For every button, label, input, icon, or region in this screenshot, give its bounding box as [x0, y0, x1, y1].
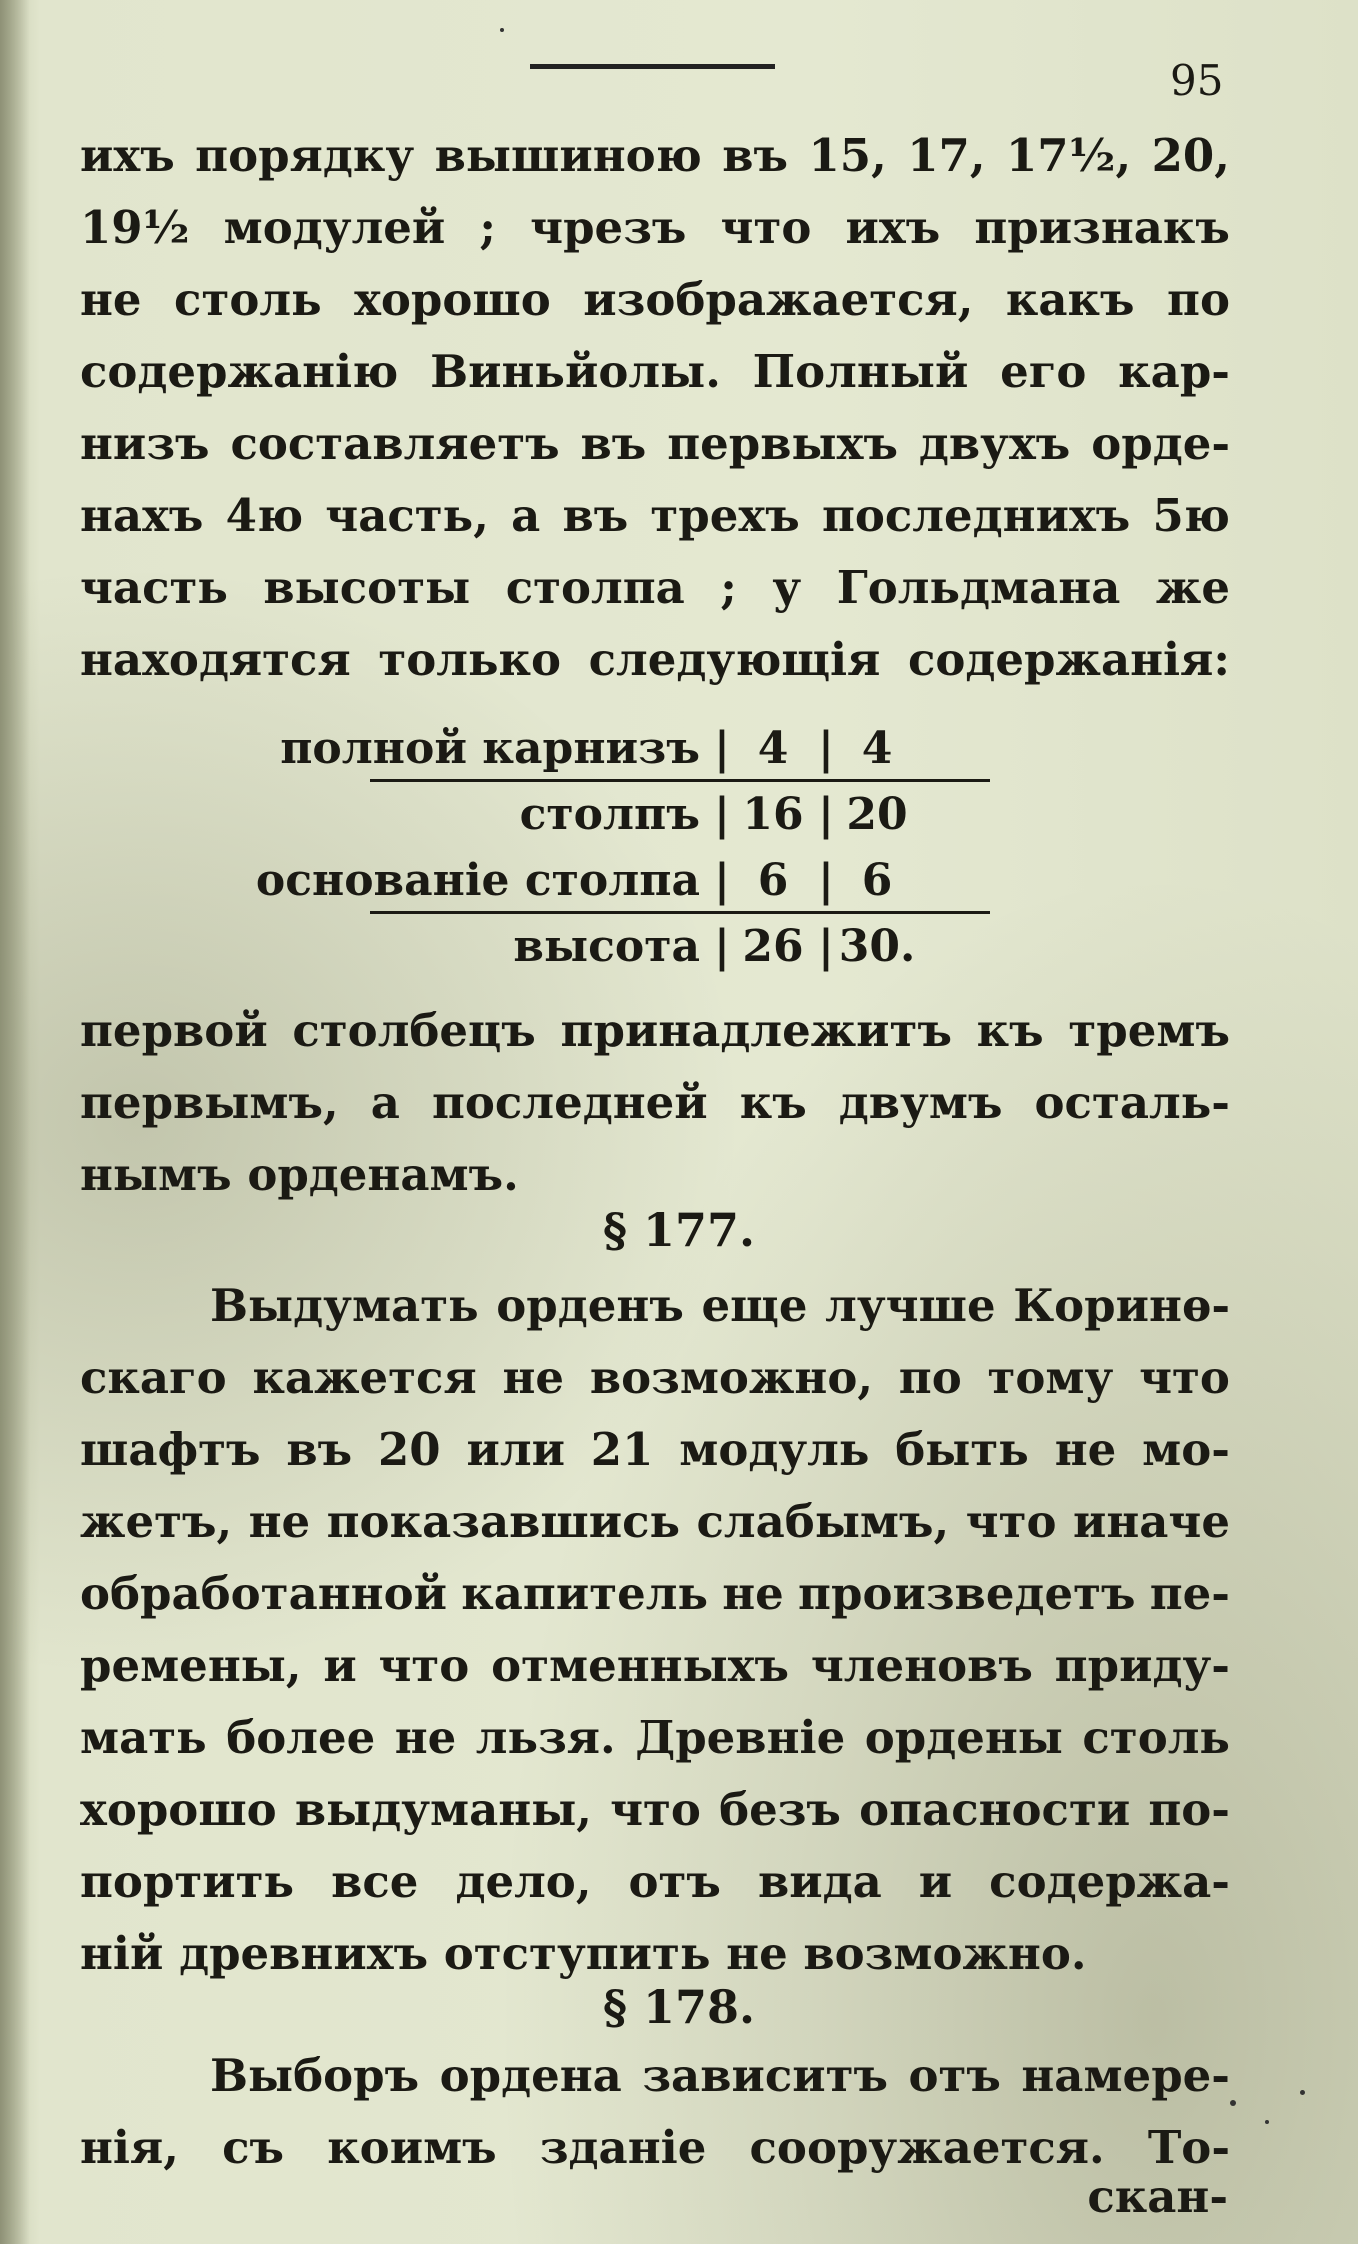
word: скаго: [80, 1351, 227, 1404]
word: признакъ: [974, 201, 1230, 254]
word: орденъ: [496, 1279, 684, 1332]
word: ихъ: [80, 129, 175, 182]
word: осталь-: [1034, 1076, 1230, 1129]
cell-value: 26: [742, 920, 804, 972]
word: не: [248, 1495, 311, 1548]
word: мать: [80, 1711, 207, 1764]
after-table-paragraph: [80, 995, 1230, 1211]
word: и: [323, 1639, 357, 1692]
word: хорошо: [80, 1783, 277, 1836]
word: 20: [378, 1423, 441, 1476]
word: опасности: [859, 1783, 1131, 1836]
dust-speck: [1300, 2090, 1305, 2095]
word: иначе: [1072, 1495, 1230, 1548]
table-row: столпъ | 16 | 20: [180, 781, 922, 847]
text-line: [80, 192, 1230, 264]
word: быть: [895, 1423, 1029, 1476]
text-line: [80, 1846, 1230, 1918]
text-line: [80, 1702, 1230, 1774]
word: или: [466, 1423, 565, 1476]
dust-speck: [500, 28, 504, 32]
word: слабымъ,: [696, 1495, 950, 1548]
word: нія,: [80, 2121, 179, 2174]
word: двухъ: [918, 417, 1071, 470]
word: 4ю: [225, 489, 304, 542]
cell-value: 4: [757, 722, 789, 774]
word: находятся: [80, 633, 351, 686]
word: 17,: [907, 129, 986, 182]
word: Гольдмана: [836, 561, 1121, 614]
word: не: [394, 1711, 457, 1764]
word: содержанія:: [908, 633, 1230, 686]
word: коимъ: [327, 2121, 497, 2174]
table-rule: [370, 779, 990, 782]
word: Древніе: [635, 1711, 846, 1764]
text-line: [80, 2112, 1230, 2184]
word: не: [722, 1567, 784, 1620]
cell-value: 30.: [838, 920, 916, 972]
word: ремены,: [80, 1639, 302, 1692]
word: выдуманы,: [294, 1783, 592, 1836]
text-line: [80, 1774, 1230, 1846]
word: следующія: [588, 633, 881, 686]
text-line: [80, 1414, 1230, 1486]
word: первыхъ: [667, 417, 898, 470]
word: 20,: [1151, 129, 1230, 182]
word: съ: [222, 2121, 285, 2174]
row-label: полной карнизъ: [280, 722, 700, 774]
word: ;: [479, 201, 497, 254]
word: принадлежитъ: [560, 1004, 952, 1057]
word: часть,: [325, 489, 489, 542]
word: первой: [80, 1004, 268, 1057]
word: а: [511, 489, 541, 542]
word: трехъ: [650, 489, 800, 542]
text-line: [80, 1270, 1230, 1342]
word: ;: [720, 561, 737, 614]
word: Выборъ: [210, 2049, 420, 2102]
word: ихъ: [845, 201, 941, 254]
word: пе-: [1149, 1567, 1230, 1620]
word: и: [918, 1855, 953, 1908]
word: возможно,: [589, 1351, 874, 1404]
word: вышиною: [434, 129, 702, 182]
text-line: [80, 995, 1230, 1067]
word: составляетъ: [230, 417, 560, 470]
word: же: [1155, 561, 1230, 614]
word: порядку: [195, 129, 415, 182]
word: произведетъ: [798, 1567, 1136, 1620]
text-line: [80, 552, 1230, 624]
word: портить: [80, 1855, 295, 1908]
word: жетъ,: [80, 1495, 233, 1548]
word: лучше: [825, 1279, 996, 1332]
word: вида: [757, 1855, 882, 1908]
text-line: [80, 480, 1230, 552]
section-heading: § 178.: [602, 1980, 756, 2034]
dust-speck: [1265, 2120, 1269, 2124]
word: высоты: [263, 561, 471, 614]
word: его: [1000, 345, 1087, 398]
word: кар-: [1118, 345, 1230, 398]
word: все: [331, 1855, 419, 1908]
section-178-body: [80, 2040, 1230, 2184]
word: модуль: [679, 1423, 870, 1476]
word: кажется: [252, 1351, 477, 1404]
text-line: [80, 408, 1230, 480]
word: у: [772, 561, 802, 614]
text-line: ній древнихъ отступить не возможно.: [80, 1927, 1087, 1980]
dust-speck: [1230, 2100, 1236, 2106]
word: къ: [739, 1076, 807, 1129]
row-label: столпъ: [519, 788, 700, 840]
word: нахъ: [80, 489, 204, 542]
catchword: скан-: [1087, 2170, 1228, 2223]
cell-value: 6: [757, 854, 789, 906]
word: что: [965, 1495, 1057, 1548]
word: содержанію: [80, 345, 399, 398]
word: отъ: [628, 1855, 721, 1908]
word: первымъ,: [80, 1076, 339, 1129]
word: тремъ: [1068, 1004, 1230, 1057]
word: последнихъ: [821, 489, 1131, 542]
text-line: [80, 120, 1230, 192]
cell-value: 6: [861, 854, 893, 906]
section-177-body: [80, 1270, 1230, 1990]
word: къ: [976, 1004, 1044, 1057]
word: еще: [701, 1279, 808, 1332]
word: только: [378, 633, 562, 686]
word: тому: [987, 1351, 1114, 1404]
word: что: [720, 201, 812, 254]
word: отъ: [908, 2049, 1001, 2102]
word: чрезъ: [530, 201, 687, 254]
word: То-: [1147, 2121, 1230, 2174]
intro-paragraph: [80, 120, 1230, 696]
word: Виньйолы.: [430, 345, 721, 398]
word: модулей: [223, 201, 446, 254]
word: более: [226, 1711, 376, 1764]
section-heading: § 177.: [602, 1203, 756, 1257]
word: дело,: [455, 1855, 592, 1908]
word: по: [898, 1351, 962, 1404]
row-label: высота: [513, 920, 700, 972]
binding-shadow: [0, 0, 30, 2244]
text-line: [80, 1630, 1230, 1702]
header-rule: [530, 64, 775, 69]
proportions-table: [180, 715, 922, 979]
word: изображается,: [583, 273, 974, 326]
word: не: [1054, 1423, 1117, 1476]
table-row: высота | 26 | 30.: [180, 913, 922, 979]
word: столь: [174, 273, 322, 326]
word: а: [370, 1076, 400, 1129]
word: въ: [580, 417, 647, 470]
word: какъ: [1005, 273, 1135, 326]
word: что: [1139, 1351, 1230, 1404]
table-rule: [370, 911, 990, 914]
word: орде-: [1091, 417, 1230, 470]
text-line: [80, 2040, 1230, 2112]
word: 17½,: [1005, 129, 1132, 182]
word: по-: [1148, 1783, 1230, 1836]
word: ордены: [864, 1711, 1063, 1764]
word: Коринѳ-: [1013, 1279, 1230, 1332]
word: капитель: [461, 1567, 708, 1620]
text-line: [80, 264, 1230, 336]
word: что: [610, 1783, 701, 1836]
word: последней: [431, 1076, 708, 1129]
cell-value: 20: [846, 788, 908, 840]
word: 5ю: [1152, 489, 1230, 542]
word: Полный: [752, 345, 969, 398]
word: сооружается.: [749, 2121, 1105, 2174]
text-line: [80, 1067, 1230, 1139]
text-line: [80, 1342, 1230, 1414]
word: содержа-: [989, 1855, 1230, 1908]
word: отменныхъ: [491, 1639, 790, 1692]
word: столбецъ: [292, 1004, 536, 1057]
word: показавшись: [326, 1495, 681, 1548]
word: Выдумать: [210, 1279, 479, 1332]
word: 21: [590, 1423, 654, 1476]
text-line: [80, 1486, 1230, 1558]
word: 15,: [808, 129, 887, 182]
row-label: основаніе столпа: [255, 854, 700, 906]
word: членовъ: [810, 1639, 1033, 1692]
text-line: [80, 624, 1230, 696]
table-row: полной карнизъ | 4 | 4: [180, 715, 922, 781]
text-line: [80, 336, 1230, 408]
word: намере-: [1021, 2049, 1230, 2102]
cell-value: 4: [861, 722, 893, 774]
word: ордена: [439, 2049, 622, 2102]
word: въ: [562, 489, 629, 542]
word: 19½: [80, 201, 190, 254]
word: въ: [286, 1423, 353, 1476]
word: зданіе: [539, 2121, 707, 2174]
word: столпа: [505, 561, 685, 614]
table-row: основаніе столпа | 6 | 6: [180, 847, 922, 913]
word: зависитъ: [642, 2049, 889, 2102]
text-line: [80, 1558, 1230, 1630]
word: столь: [1082, 1711, 1230, 1764]
word: часть: [80, 561, 228, 614]
text-line: нымъ орденамъ.: [80, 1148, 519, 1201]
word: что: [378, 1639, 470, 1692]
word: льзя.: [475, 1711, 616, 1764]
cell-value: 16: [742, 788, 804, 840]
word: не: [502, 1351, 565, 1404]
word: мо-: [1142, 1423, 1230, 1476]
word: безъ: [719, 1783, 841, 1836]
word: низъ: [80, 417, 210, 470]
word: не: [80, 273, 142, 326]
word: шафтъ: [80, 1423, 261, 1476]
word: хорошо: [354, 273, 551, 326]
word: двумъ: [838, 1076, 1003, 1129]
word: обработанной: [80, 1567, 447, 1620]
page-number: 95: [1170, 56, 1224, 105]
word: приду-: [1054, 1639, 1230, 1692]
word: въ: [722, 129, 789, 182]
word: по: [1167, 273, 1230, 326]
